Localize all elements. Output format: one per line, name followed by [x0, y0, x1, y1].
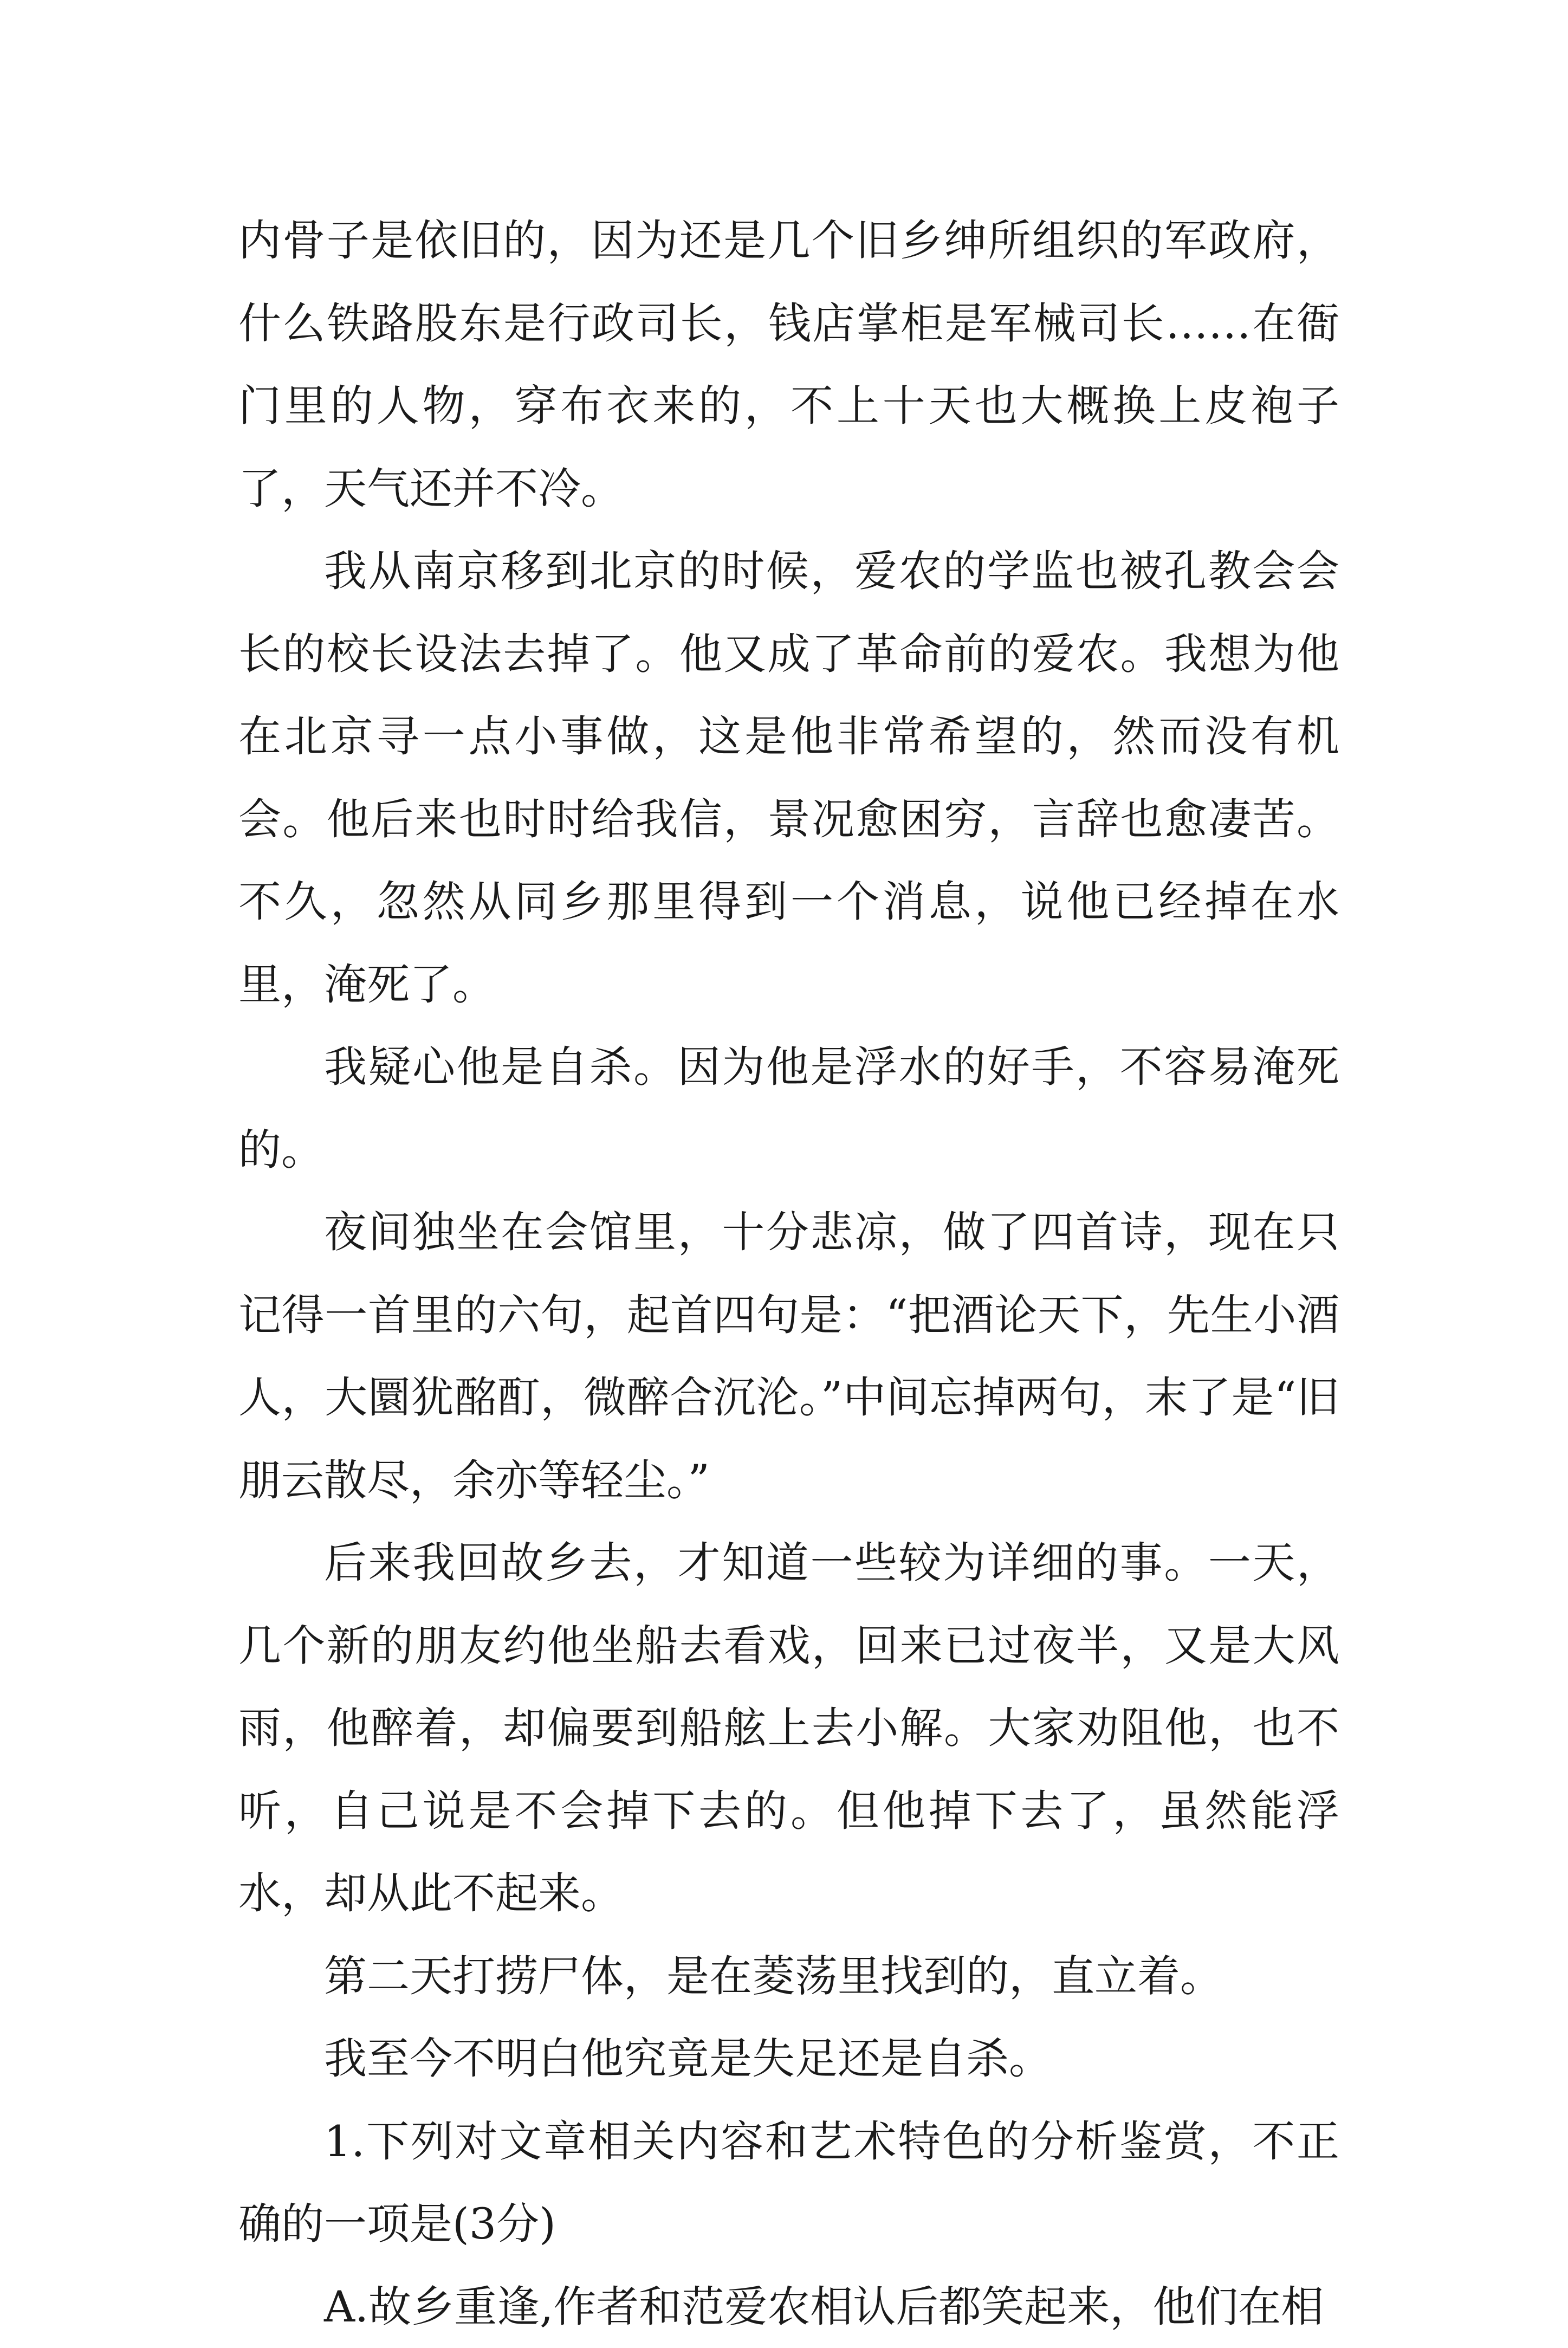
document-body	[238, 199, 1339, 2348]
question-1-option-a: A.故乡重逢,作者和范爱农相认后都笑起来，他们在相	[238, 2266, 1339, 2348]
paragraph-4: 夜间独坐在会馆里，十分悲凉，做了四首诗，现在只记得一首里的六句，起首四句是：“把酒论天下，先生小酒人，大圜犹酩酊，微醉合沉沦。”中间忘掉两句，末了是“旧朋云散尽，余亦等轻尘。”	[238, 1191, 1339, 1522]
paragraph-2: 我从南京移到北京的时候，爱农的学监也被孔教会会长的校长设法去掉了。他又成了革命前的爱农。我想为他在北京寻一点小事做，这是他非常希望的，然而没有机会。他后来也时时给我信，景况愈困穷，言辞也愈凄苦。不久，忽然从同乡那里得到一个消息，说他已经掉在水里，淹死了。	[238, 530, 1339, 1026]
paragraph-7: 我至今不明白他究竟是失足还是自杀。	[238, 2017, 1339, 2100]
paragraph-6: 第二天打捞尸体，是在菱荡里找到的，直立着。	[238, 1935, 1339, 2018]
paragraph-3: 我疑心他是自杀。因为他是浮水的好手，不容易淹死的。	[238, 1026, 1339, 1191]
paragraph-1: 内骨子是依旧的，因为还是几个旧乡绅所组织的军政府，什么铁路股东是行政司长，钱店掌柜是军械司长……在衙门里的人物，穿布衣来的，不上十天也大概换上皮袍子了，天气还并不冷。	[238, 199, 1339, 530]
paragraph-5: 后来我回故乡去，才知道一些较为详细的事。一天，几个新的朋友约他坐船去看戏，回来已过夜半，又是大风雨，他醉着，却偏要到船舷上去小解。大家劝阻他，也不听，自己说是不会掉下去的。但他掉下去了，虽然能浮水，却从此不起来。	[238, 1522, 1339, 1935]
question-1-stem: 1.下列对文章相关内容和艺术特色的分析鉴赏，不正确的一项是(3分)	[238, 2100, 1339, 2266]
